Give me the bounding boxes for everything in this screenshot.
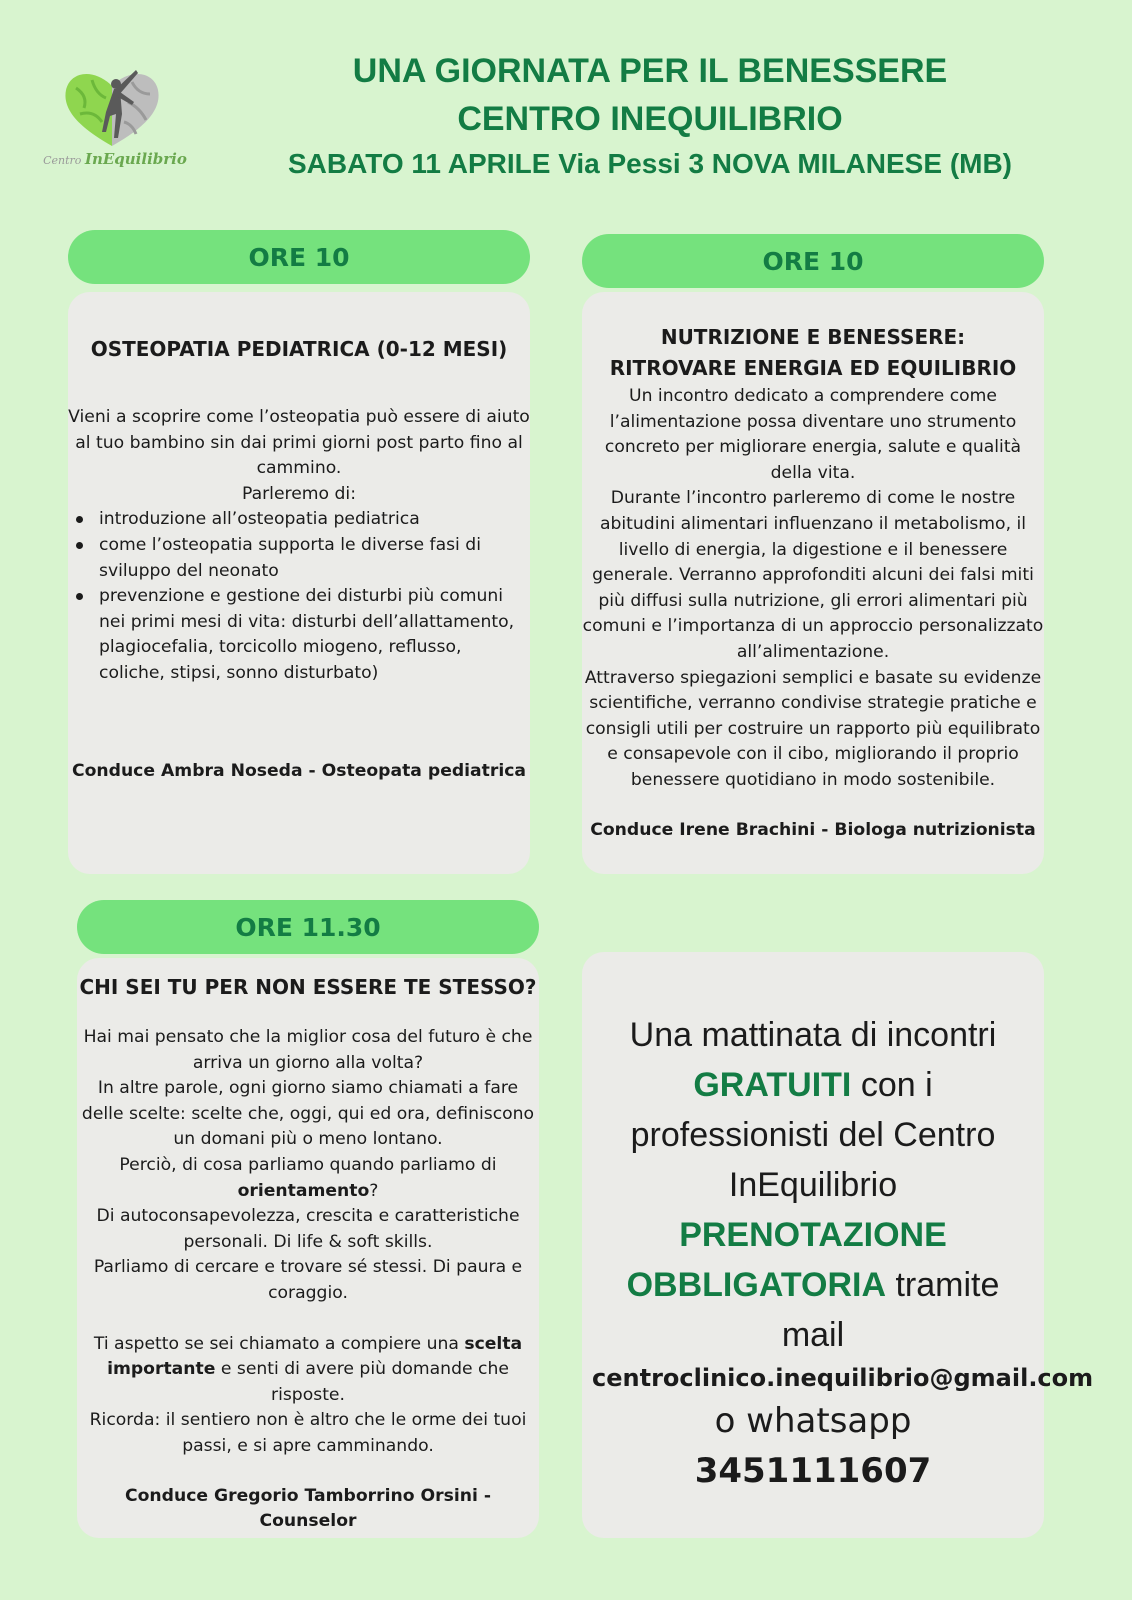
event1-intro: Vieni a scoprire come l’osteopatia può essere di aiuto al tuo bambino sin dai primi giorni post parto fino al cammino. [68,407,530,479]
promo-gratuiti: GRATUITI [693,1066,852,1104]
header-title: UNA GIORNATA PER IL BENESSERE [352,52,948,90]
event3-paragraph-1: Hai mai pensato che la miglior cosa del futuro è che arriva un giorno alla volta? [83,1027,533,1073]
event2-paragraph-2: Durante l’incontro parleremo di come le nostre abitudini alimentari influenzano il metabolismo, il livello di energia, la digestione e il benessere generale. Verranno approfonditi alcuni dei falsi miti più diffusi sulla nutrizione, gli errori alimentari più comuni e l’importanza di un approccio personalizzato all’alimentazione. [582,488,1044,662]
event1-conductor: Conduce Ambra Noseda - Osteopata pediatrica [71,760,527,781]
event1-bullet-list [68,507,530,686]
promo-prenotazione: PRENOTAZIONE OBBLIGATORIA [626,1216,947,1304]
event2-card [582,292,1044,874]
header-subtitle: CENTRO INEQUILIBRIO [457,100,843,138]
contact-email[interactable]: centroclinico.inequilibrio@gmail.com [592,1364,1094,1392]
event1-card [68,292,530,874]
event2-time-pill: ORE 10 [582,234,1044,288]
event3-paragraph-2: In altre parole, ogni giorno siamo chiamati a fare delle scelte: scelte che, oggi, qui ed ora, definiscono un domani più o meno lontano. [81,1078,535,1150]
promo-card [582,952,1094,1538]
event3-paragraph-4: Di autoconsapevolezza, crescita e caratteristiche personali. Di life & soft skills. [96,1206,520,1252]
list-item: introduzione all’osteopatia pediatrica [99,507,530,533]
list-item: prevenzione e gestione dei disturbi più comuni nei primi mesi di vita: disturbi dell’allattamento, plagiocefalia, torcicollo miogeno, reflusso, coliche, stipsi, sonno disturbato) [99,584,530,686]
event3-paragraph-3: Perciò, di cosa parliamo quando parliamo di orientamento? [119,1154,497,1201]
event3-conductor: Conduce Gregorio Tamborrino Orsini - Counselor [125,1485,491,1532]
event3-paragraph-7: Ricorda: il sentiero non è altro che le orme dei tuoi passi, e si apre camminando. [89,1410,527,1456]
logo-text: Centro InEquilibrio [43,150,187,168]
logo-heart-icon [40,58,190,150]
event3-time-pill: ORE 11.30 [77,900,539,954]
event3-card [77,958,539,1538]
event1-title: OSTEOPATIA PEDIATRICA (0-12 MESI) [90,337,508,361]
event2-title: NUTRIZIONE E BENESSERE: RITROVARE ENERGIA ED EQUILIBRIO [609,325,1017,380]
event2-paragraph-3: Attraverso spiegazioni semplici e basate su evidenze scientifiche, verranno condivise strategie pratiche e consigli utili per costruire un rapporto più equilibrato e consapevole con il cibo, migliorando il proprio benessere quotidiano in modo sostenibile. [584,667,1042,790]
header-date-location: SABATO 11 APRILE Via Pessi 3 NOVA MILANESE (MB) [287,148,1013,179]
event2-paragraph-1: Un incontro dedicato a comprendere come l’alimentazione possa diventare uno strumento concreto per migliorare energia, salute e qualità della vita. [604,386,1022,483]
event1-lead: Parleremo di: [241,483,356,504]
event2-conductor: Conduce Irene Brachini - Biologa nutrizionista [590,819,1036,840]
list-item: come l’osteopatia supporta le diverse fasi di sviluppo del neonato [99,533,530,584]
promo-text: Una mattinata di incontri GRATUITI con i professionisti del Centro InEquilibrio PRENOTAZIONE OBBLIGATORIA tramite mail [626,1016,1000,1354]
contact-whatsapp[interactable]: o whatsapp 3451111607 [694,1401,932,1491]
event3-paragraph-6: Ti aspetto se sei chiamato a compiere una scelta importante e senti di avere più domande che risposte. [93,1333,523,1405]
event1-time-pill: ORE 10 [68,230,530,284]
logo [40,58,190,173]
event3-paragraph-5: Parliamo di cercare e trovare sé stessi. Di paura e coraggio. [93,1257,523,1303]
event3-title: CHI SEI TU PER NON ESSERE TE STESSO? [79,975,537,999]
